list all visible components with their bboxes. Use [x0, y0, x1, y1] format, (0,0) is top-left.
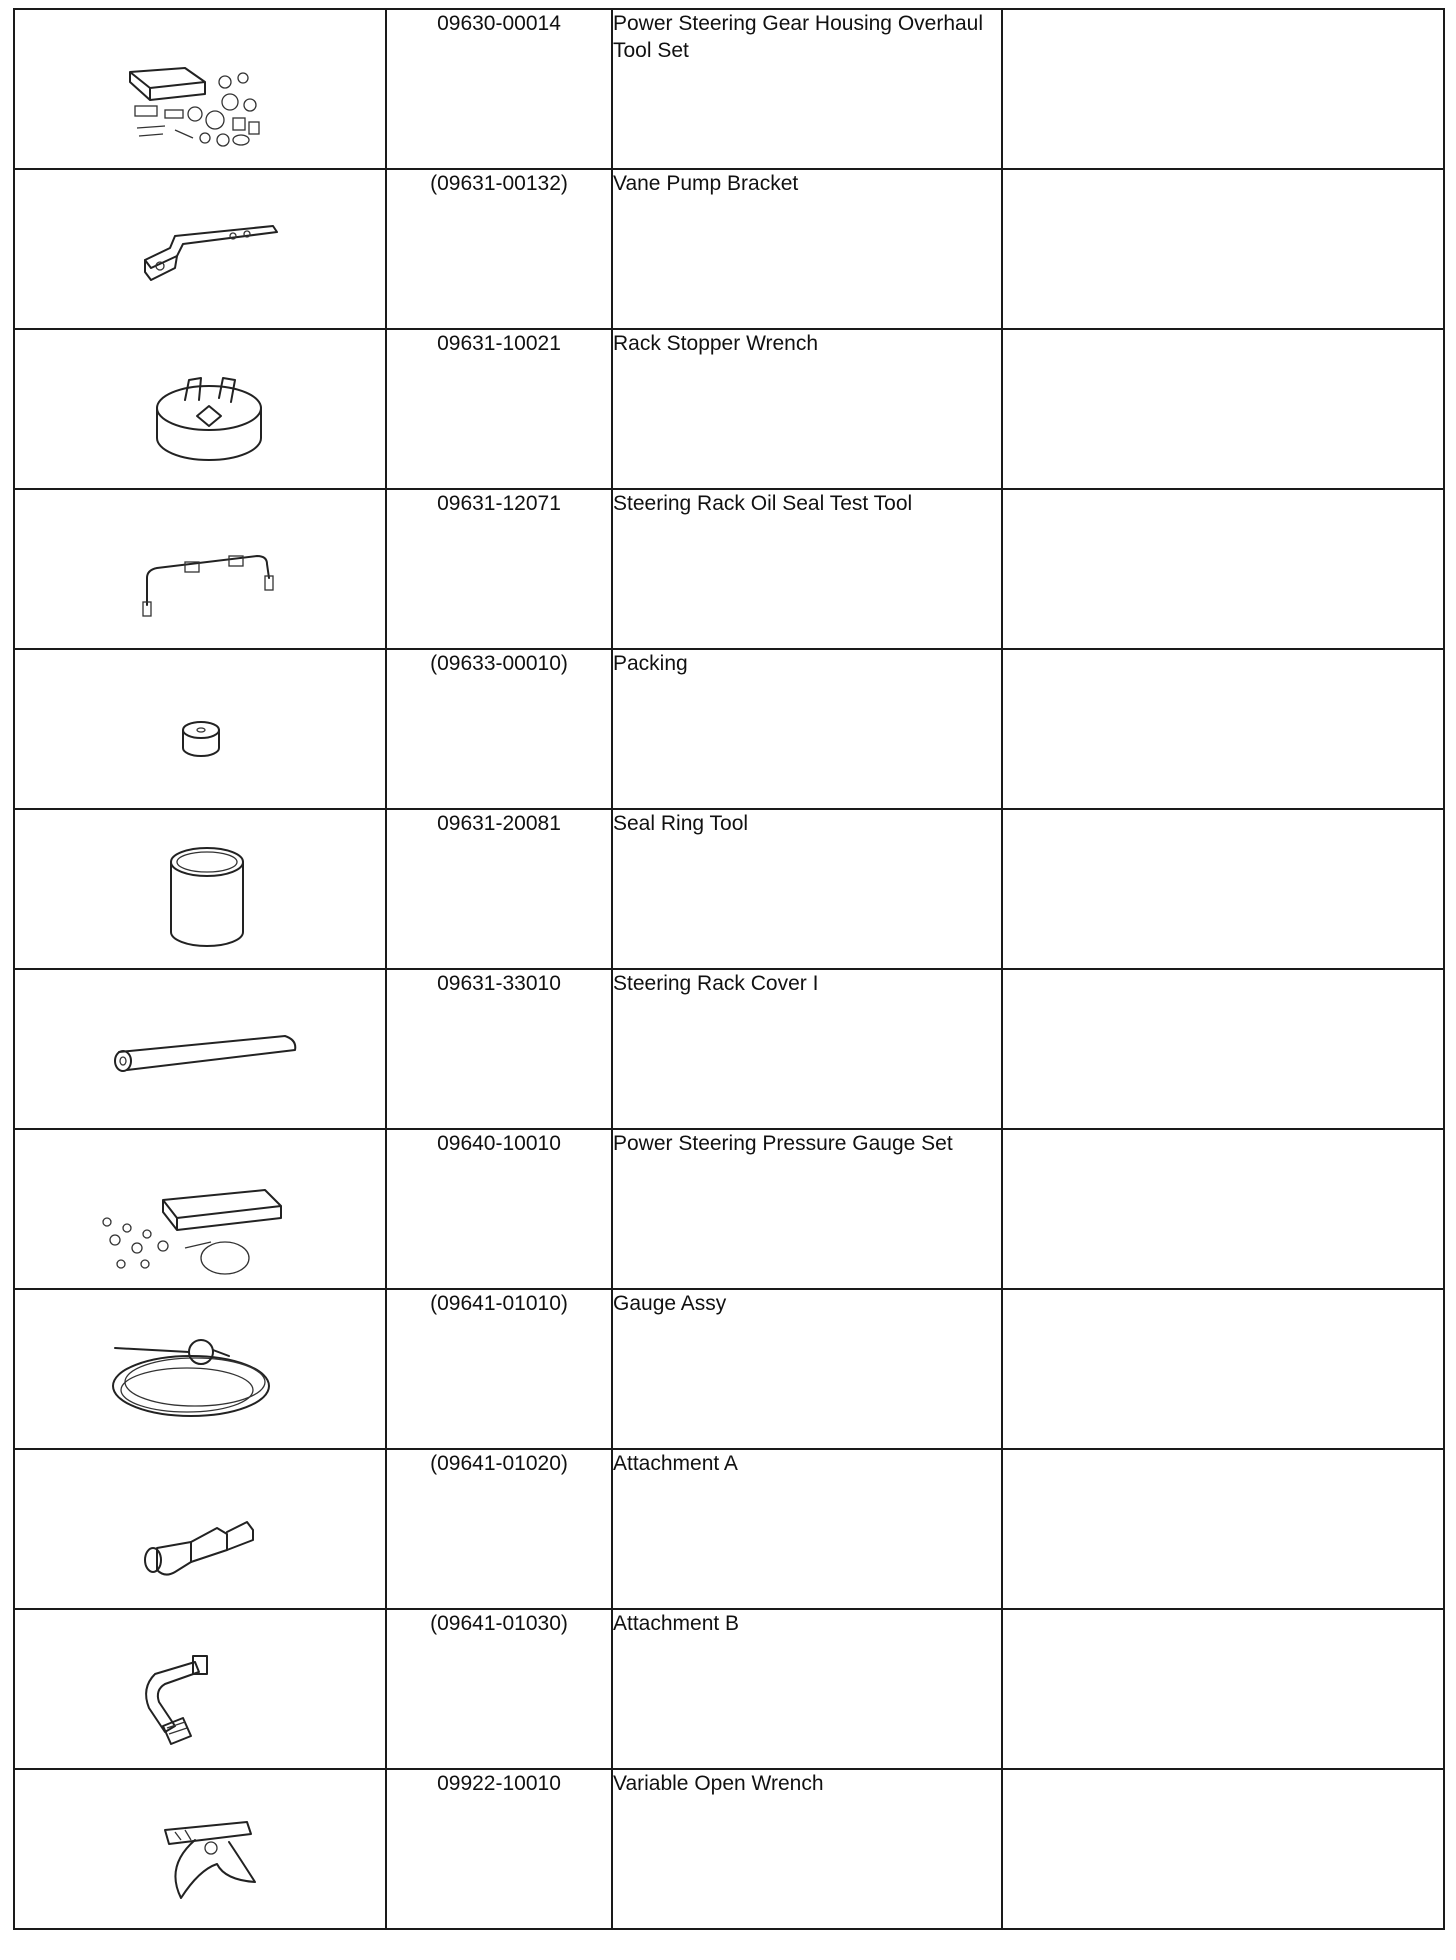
part-name: Attachment A [612, 1449, 1002, 1609]
attachment-a-icon [15, 1450, 387, 1608]
part-name: Steering Rack Cover I [612, 969, 1002, 1129]
gauge-set-icon [15, 1130, 387, 1288]
packing-icon [15, 650, 387, 808]
part-number: (09633-00010) [386, 649, 612, 809]
table-row [14, 1609, 1444, 1769]
part-name: Steering Rack Oil Seal Test Tool [612, 489, 1002, 649]
part-name: Seal Ring Tool [612, 809, 1002, 969]
part-name: Gauge Assy [612, 1289, 1002, 1449]
table-row [14, 329, 1444, 489]
part-name: Power Steering Gear Housing Overhaul Tool Set [612, 9, 1002, 169]
part-number: (09631-00132) [386, 169, 612, 329]
note-cell [1002, 969, 1444, 1129]
note-cell [1002, 1769, 1444, 1929]
part-name: Packing [612, 649, 1002, 809]
rack-cover-icon [15, 970, 387, 1128]
note-cell [1002, 9, 1444, 169]
seal-ring-tool-icon [15, 810, 387, 968]
table-row [14, 489, 1444, 649]
part-number: 09630-00014 [386, 9, 612, 169]
tool-illustration [14, 1129, 386, 1289]
part-number: 09640-10010 [386, 1129, 612, 1289]
tool-illustration [14, 1449, 386, 1609]
bracket-icon [15, 170, 387, 328]
tool-illustration [14, 169, 386, 329]
part-number: 09922-10010 [386, 1769, 612, 1929]
table-row [14, 1449, 1444, 1609]
tool-illustration [14, 9, 386, 169]
note-cell [1002, 1449, 1444, 1609]
rack-stopper-wrench-icon [15, 330, 387, 488]
part-number: 09631-10021 [386, 329, 612, 489]
tool-illustration [14, 649, 386, 809]
note-cell [1002, 1609, 1444, 1769]
part-name: Vane Pump Bracket [612, 169, 1002, 329]
tool-illustration [14, 969, 386, 1129]
note-cell [1002, 1129, 1444, 1289]
gauge-assy-icon [15, 1290, 387, 1448]
table-row [14, 1289, 1444, 1449]
open-wrench-icon [15, 1770, 387, 1928]
part-number: (09641-01020) [386, 1449, 612, 1609]
note-cell [1002, 809, 1444, 969]
part-name: Variable Open Wrench [612, 1769, 1002, 1929]
table-row [14, 809, 1444, 969]
tool-illustration [14, 1289, 386, 1449]
table-row [14, 649, 1444, 809]
part-number: (09641-01010) [386, 1289, 612, 1449]
part-name: Attachment B [612, 1609, 1002, 1769]
tool-set-icon [15, 10, 387, 168]
part-number: 09631-12071 [386, 489, 612, 649]
test-tool-tube-icon [15, 490, 387, 648]
part-number: 09631-33010 [386, 969, 612, 1129]
table-row [14, 9, 1444, 169]
part-number: 09631-20081 [386, 809, 612, 969]
tool-illustration [14, 489, 386, 649]
tool-illustration [14, 809, 386, 969]
note-cell [1002, 329, 1444, 489]
part-name: Rack Stopper Wrench [612, 329, 1002, 489]
tool-illustration [14, 1769, 386, 1929]
part-number: (09641-01030) [386, 1609, 612, 1769]
note-cell [1002, 1289, 1444, 1449]
table-row [14, 1769, 1444, 1929]
note-cell [1002, 649, 1444, 809]
attachment-b-icon [15, 1610, 387, 1768]
tool-illustration [14, 1609, 386, 1769]
table-row [14, 169, 1444, 329]
note-cell [1002, 169, 1444, 329]
note-cell [1002, 489, 1444, 649]
table-row [14, 969, 1444, 1129]
special-tools-table [13, 8, 1445, 1930]
tool-illustration [14, 329, 386, 489]
part-name: Power Steering Pressure Gauge Set [612, 1129, 1002, 1289]
table-row [14, 1129, 1444, 1289]
